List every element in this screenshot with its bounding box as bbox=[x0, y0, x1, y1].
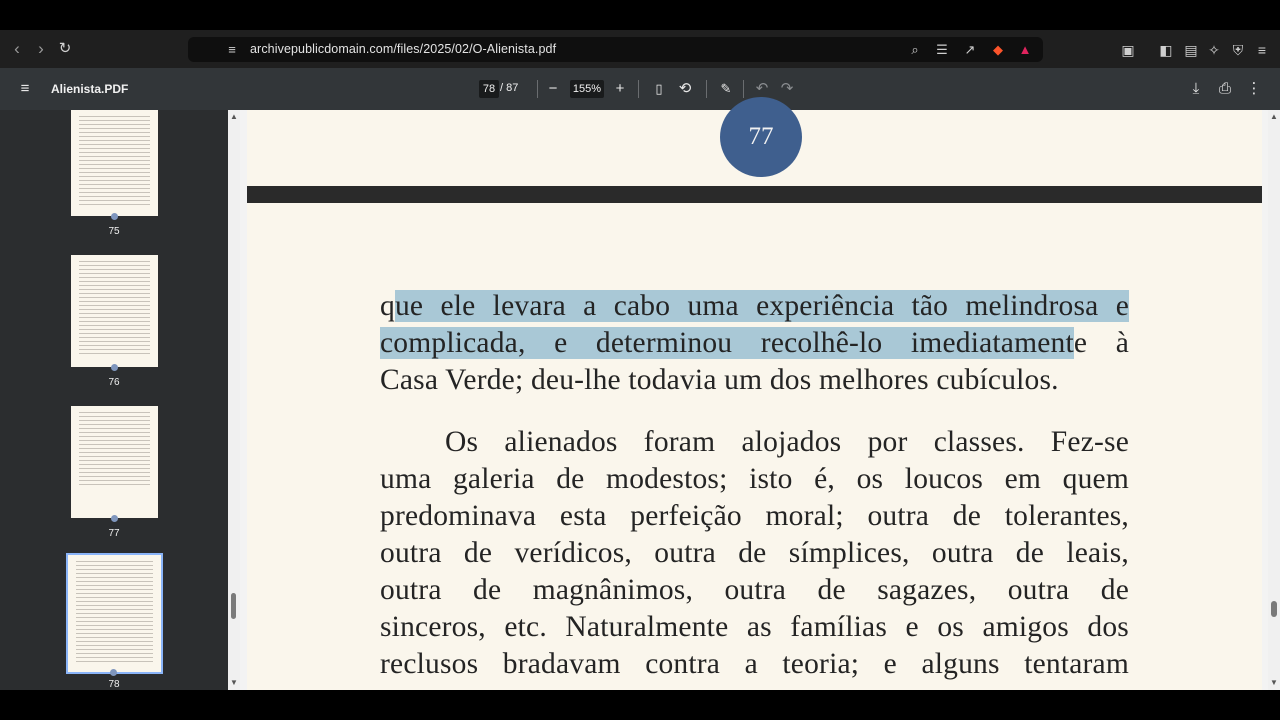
zoom-icon[interactable]: ⌕ bbox=[911, 42, 919, 57]
thumbnail-sidebar bbox=[0, 110, 228, 690]
scroll-up-icon[interactable]: ▲ bbox=[230, 112, 238, 121]
vpn-icon[interactable]: ⛨ bbox=[1232, 42, 1244, 58]
wallet-icon[interactable]: ▤ bbox=[1184, 42, 1198, 58]
url-text[interactable]: archivepublicdomain.com/files/2025/02/O-Alienista.pdf bbox=[250, 42, 557, 56]
toolbar-divider bbox=[537, 80, 538, 98]
text-line: reclusos bradavam contra a teoria; e alguns tentaram bbox=[380, 648, 1129, 680]
download-icon[interactable]: ⤓ bbox=[1192, 80, 1200, 97]
fit-page-icon[interactable]: ▯ bbox=[655, 81, 663, 96]
text-line: outra de magnânimos, outra de sagazes, outra de bbox=[380, 574, 1129, 606]
back-icon[interactable]: ‹ bbox=[14, 39, 20, 58]
page-gap bbox=[247, 186, 1262, 203]
scroll-down-icon[interactable]: ▼ bbox=[1270, 678, 1278, 687]
brave-shield-icon[interactable]: ◆ bbox=[993, 42, 1003, 57]
forward-icon[interactable]: › bbox=[38, 39, 44, 58]
rotate-icon[interactable]: ⟲ bbox=[678, 80, 692, 97]
toolbar-divider bbox=[706, 80, 707, 98]
thumbnail-label: 78 bbox=[108, 679, 120, 690]
thumbnail-page-78-selected[interactable] bbox=[66, 553, 163, 674]
reader-icon[interactable]: ☰ bbox=[936, 42, 948, 57]
page-total: / 87 bbox=[500, 82, 519, 94]
sidebar-icon[interactable]: ◧ bbox=[1159, 42, 1173, 58]
toolbar-divider bbox=[638, 80, 639, 98]
thumbnail-text bbox=[79, 412, 150, 488]
zoom-input[interactable]: 155% bbox=[570, 80, 604, 98]
address-bar[interactable] bbox=[188, 37, 1043, 62]
thumbnail-text bbox=[79, 261, 150, 357]
scroll-up-icon[interactable]: ▲ bbox=[1270, 112, 1278, 121]
thumbnail-label: 75 bbox=[108, 226, 120, 237]
text-line: predominava esta perfeição moral; outra de tolerantes, bbox=[380, 500, 1129, 532]
text-line: Casa Verde; deu-lhe todavia um dos melhores cubículos. bbox=[380, 364, 1059, 396]
previous-page bbox=[247, 110, 1262, 186]
site-settings-icon[interactable]: ≡ bbox=[228, 42, 236, 57]
text-line bbox=[380, 327, 1129, 360]
undo-icon[interactable]: ↶ bbox=[755, 80, 769, 97]
thumbnail-page-77[interactable] bbox=[71, 406, 158, 518]
tab-icon[interactable]: ▣ bbox=[1121, 42, 1135, 58]
text-line: sinceros, etc. Naturalmente as famílias e os amigos dos bbox=[380, 611, 1129, 643]
text-fragment: q bbox=[380, 290, 395, 322]
selected-text: ue ele levara a cabo uma experiência tão melindrosa e bbox=[394, 290, 1129, 322]
reload-icon[interactable]: ↻ bbox=[58, 40, 72, 57]
annotate-icon[interactable]: ✎ bbox=[720, 81, 732, 96]
scroll-thumb[interactable] bbox=[1271, 601, 1277, 617]
selected-text: complicada, e determinou recolhê-lo imediatament bbox=[380, 327, 1074, 359]
document-title: Alienista.PDF bbox=[51, 82, 129, 96]
share-icon[interactable]: ↗ bbox=[964, 42, 976, 57]
scroll-thumb[interactable] bbox=[231, 593, 236, 619]
thumbnail-text bbox=[76, 561, 153, 662]
thumbnail-page-75[interactable] bbox=[71, 110, 158, 216]
thumbnail-marker bbox=[111, 364, 118, 371]
current-page bbox=[247, 203, 1262, 690]
sidebar-scrollbar[interactable] bbox=[228, 110, 240, 690]
print-icon[interactable]: ⎙ bbox=[1218, 80, 1231, 97]
more-options-icon[interactable]: ⋮ bbox=[1246, 80, 1262, 97]
thumbnail-marker bbox=[111, 515, 118, 522]
text-line: uma galeria de modestos; isto é, os loucos em quem bbox=[380, 463, 1129, 495]
pdf-toolbar bbox=[0, 68, 1280, 110]
document-viewer bbox=[240, 110, 1268, 690]
window-bottom-bar bbox=[0, 690, 1280, 720]
zoom-in-icon[interactable]: + bbox=[615, 80, 625, 97]
menu-icon[interactable]: ≡ bbox=[1257, 42, 1267, 58]
thumbnail-marker bbox=[111, 213, 118, 220]
hamburger-icon[interactable]: ≡ bbox=[20, 80, 30, 97]
scroll-down-icon[interactable]: ▼ bbox=[230, 678, 238, 687]
leo-icon[interactable]: ✧ bbox=[1208, 42, 1220, 58]
page-number-badge: 77 bbox=[720, 97, 802, 177]
thumbnail-page-76[interactable] bbox=[71, 255, 158, 367]
redo-icon[interactable]: ↷ bbox=[780, 80, 794, 97]
zoom-out-icon[interactable]: − bbox=[548, 80, 558, 97]
thumbnail-marker bbox=[110, 669, 117, 676]
text-line: Os alienados foram alojados por classes. Fez-se bbox=[445, 426, 1129, 458]
thumbnail-label: 76 bbox=[108, 377, 120, 388]
text-line bbox=[380, 290, 1129, 323]
text-line: outra de verídicos, outra de símplices, outra de leais, bbox=[380, 537, 1129, 569]
text-fragment: e à bbox=[1073, 327, 1130, 359]
window-top-bar bbox=[0, 0, 1280, 30]
page-number-input[interactable]: 78 bbox=[479, 80, 499, 98]
toolbar-divider bbox=[743, 80, 744, 98]
rewards-icon[interactable]: ▲ bbox=[1018, 42, 1032, 57]
thumbnail-text bbox=[79, 116, 150, 206]
thumbnail-label: 77 bbox=[108, 528, 120, 539]
document-scrollbar[interactable] bbox=[1268, 110, 1280, 690]
